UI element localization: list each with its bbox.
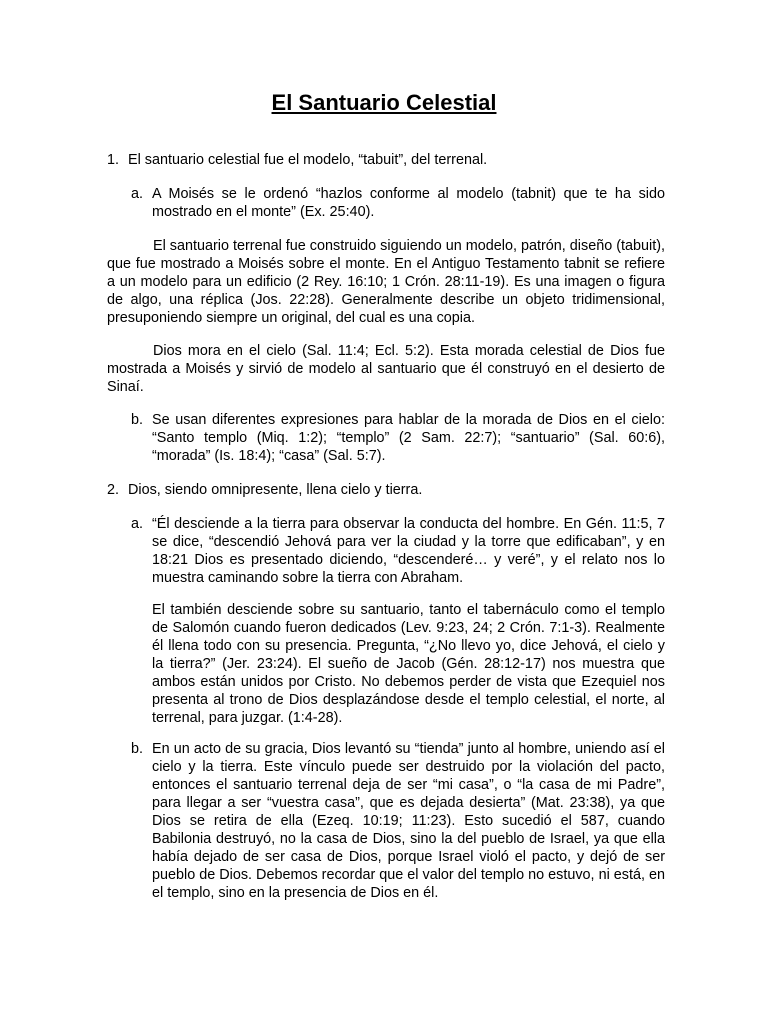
item-2b-label: b. [131,741,144,757]
item-1-number: 1. [107,152,120,168]
item-1-paragraph-1: El santuario terrenal fue construido siguiendo un modelo, patrón, diseño (tabuit), que fue mostrado a Moisés sobre el monte. En el Antiguo Testamento tabnit se refiere a un modelo para un edificio (2 Rey. 16:10; 1 Crón. 28:11-19). Es una imagen o figura de algo, una réplica (Jos. 22:28). Generalmente describe un objeto tridimensional, presuponiendo siempre un original, del cual es una copia. [107,238,665,326]
item-1b-label: b. [131,412,144,428]
page-title: El Santuario Celestial [271,90,497,115]
item-2b-text: En un acto de su gracia, Dios levantó su “tienda” junto al hombre, uniendo así el cielo y la tierra. Este vínculo puede ser destruido por la violación del pacto, entonces el santuario terrenal deja de ser “mi casa”, o “la casa de mi Padre”, para llegar a ser “vuestra casa”, que es dejada desierta” (Mat. 23:38), ya que Dios se retira de ella (Ezeq. 10:19; 11:23). Esto sucedió el 587, cuando Babilonia destruyó, no la casa de Dios, sino la del pueblo de Israel, ya que ella había dejado de ser casa de Dios, porque Israel violó el pacto, y dejó de ser pueblo de Dios. Debemos recordar que el valor del templo no estuvo, ni está, en el templo, sino en la presencia de Dios en él. [152,741,665,901]
item-1a-text: A Moisés se le ordenó “hazlos conforme al modelo (tabnit) que te ha sido mostrado en el monte” (Ex. 25:40). [152,186,665,220]
item-2-number: 2. [107,482,120,498]
item-1-paragraph-2: Dios mora en el cielo (Sal. 11:4; Ecl. 5:2). Esta morada celestial de Dios fue mostrada a Moisés y sirvió de modelo al santuario que él construyó en el desierto de Sinaí. [107,343,665,395]
item-1b-text: Se usan diferentes expresiones para hablar de la morada de Dios en el cielo: “Santo templo (Miq. 1:2); “templo” (2 Sam. 22:7); “santuario” (Sal. 60:6), “morada” (Is. 18:4); “casa” (Sal. 5:7). [152,412,665,464]
item-2-text: Dios, siendo omnipresente, llena cielo y tierra. [128,482,423,498]
item-1-text: El santuario celestial fue el modelo, “tabuit”, del terrenal. [128,152,488,168]
item-2a-text: “Él desciende a la tierra para observar la conducta del hombre. En Gén. 11:5, 7 se dice, “descendió Jehová para ver la ciudad y la torre que edificaban”, y en 18:21 Dios es presentado diciendo, “descenderé… y veré”, y el relato nos lo muestra caminando sobre la tierra con Abraham. [152,516,665,586]
item-2a-paragraph: El también desciende sobre su santuario, tanto el tabernáculo como el templo de Salomón cuando fueron dedicados (Lev. 9:23, 24; 2 Crón. 7:1-3). Realmente él llena todo con su presencia. Pregunta, “¿No llevo yo, dice Jehová, el cielo y la tierra?” (Jer. 23:24). El sueño de Jacob (Gén. 28:12-17) nos muestra que ambos están unidos por Cristo. No debemos perder de vista que Ezequiel nos presenta al trono de Dios desplazándose desde el templo celestial, el norte, al terrenal, para juzgar. (1:4-28). [152,602,665,726]
item-2a-label: a. [131,516,144,532]
item-1a-label: a. [131,186,144,202]
